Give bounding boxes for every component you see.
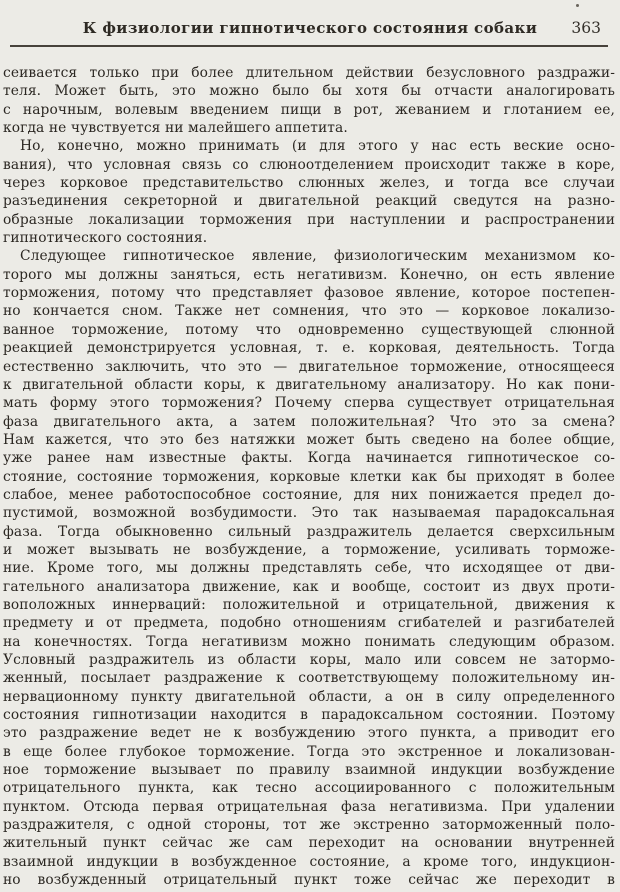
text-line: стояние, состояние торможения, корковые клетки как бы приходят в более: [3, 468, 615, 485]
text-line: и может вызывать не возбуждение, а торможение, усиливать торможе-: [3, 541, 615, 558]
text-line: торого мы должны заняться, есть негативизм. Конечно, он есть явление: [3, 266, 615, 283]
text-line: жительный пункт сейчас же сам переходит на основании внутренней: [3, 835, 615, 852]
text-line: состояния гипнотизации находится в парадоксальном состоянии. Поэтому: [3, 707, 615, 724]
text-line: Следующее гипнотическое явление, физиологическим механизмом ко-: [20, 248, 615, 265]
text-line: теля. Может быть, это можно было бы хотя бы отчасти аналогировать: [3, 83, 615, 100]
text-line: фаза. Тогда обыкновенно сильный раздражитель делается сверхсильным: [3, 523, 615, 540]
text-line: сеивается только при более длительном действии безусловного раздражи-: [3, 65, 615, 81]
text-line: раздражителя, с одной стороны, тот же экстренно заторможенный поло-: [3, 817, 615, 834]
text-line: уже ранее нам известные факты. Когда начинается гипнотическое со-: [3, 450, 615, 467]
text-line: пунктом. Отсюда первая отрицательная фаза негативизма. При удалении: [3, 798, 615, 815]
text-line: но кончается сном. Также нет сомнения, что это — корковое локализо-: [3, 303, 615, 320]
text-line: в еще более глубокое торможение. Тогда это экстренное и локализован-: [3, 743, 615, 760]
text-line: гипнотического состояния.: [3, 230, 208, 247]
text-line: образные локализации торможения при наступлении и распространении: [3, 211, 615, 228]
text-line: на конечностях. Тогда негативизм можно понимать следующим образом.: [3, 633, 615, 650]
text-line: ное торможение вызывает по правилу взаимной индукции возбуждение: [3, 762, 615, 779]
scan-artifact-dot: [576, 4, 579, 7]
text-line: мать форму этого торможения? Почему сперва существует отрицательная: [3, 395, 615, 412]
text-line: ванное торможение, потому что одновременно существующей слюнной: [3, 321, 615, 338]
text-line: к двигательной области коры, к двигательному анализатору. Но как пони-: [3, 376, 615, 393]
body-text: [3, 64, 615, 889]
text-line: фаза двигательного акта, а затем положительная? Что это за смена?: [3, 413, 615, 430]
text-line: но возбужденный отрицательный пункт тоже сейчас же переходит в: [3, 872, 615, 889]
text-line: это раздражение ведет не к возбуждению этого пункта, а приводит его: [3, 725, 615, 742]
text-line: вания), что условная связь со слюноотделением происходит также в коре,: [3, 156, 615, 173]
text-line: торможения, потому что представляет фазовое явление, которое постепен-: [3, 285, 615, 302]
text-line: реакцией демонстрируется условная, т. е. корковая, деятельность. Тогда: [3, 340, 615, 357]
text-line: отрицательного пункта, как тесно ассоциированного с положительным: [3, 780, 615, 797]
text-line: Нам кажется, что это без натяжки может быть сведено на более общие,: [3, 431, 615, 448]
text-line: когда не чувствуется ни малейшего аппетита.: [3, 120, 348, 137]
text-line: Условный раздражитель из области коры, мало или совсем не затормо-: [3, 652, 615, 668]
text-line: нервационному пункту двигательной области, а он в силу определенного: [3, 688, 615, 705]
text-line: гательного анализатора движение, как и вообще, состоит из двух проти-: [3, 578, 615, 595]
text-line: взаимной индукции в возбужденное состояние, а кроме того, индукцион-: [3, 853, 615, 870]
page-number: 363: [571, 19, 601, 37]
text-line: с нарочным, волевым введением пищи в рот, жеванием и глотанием ее,: [3, 101, 615, 118]
running-title: К физиологии гипнотического состояния собаки: [82, 19, 538, 37]
text-line: предмету и от предмета, подобно отношениям сгибателей и разгибателей: [3, 615, 615, 632]
text-line: естественно заключить, что это — двигательное торможение, относящееся: [3, 358, 615, 375]
text-line: через корковое представительство слюнных желез, и тогда все случаи: [3, 175, 615, 192]
text-line: ние. Кроме того, мы должны представлять себе, что исходящее от дви-: [3, 560, 615, 577]
text-line: разъединения секреторной и двигательной реакций сведутся на разно-: [3, 193, 615, 210]
header-rule: [10, 45, 608, 47]
text-line: женный, посылает раздражение к соответствующему положительному ин-: [3, 670, 615, 687]
text-line: пустимой, возможной возбудимости. Это так называемая парадоксальная: [3, 505, 615, 522]
text-line: Но, конечно, можно принимать (и для этого у нас есть веские осно-: [20, 138, 615, 155]
text-line: слабое, менее работоспособное состояние, для них понижается предел до-: [3, 486, 615, 503]
text-line: воположных иннерваций: положительной и отрицательной, движения к: [3, 596, 615, 613]
